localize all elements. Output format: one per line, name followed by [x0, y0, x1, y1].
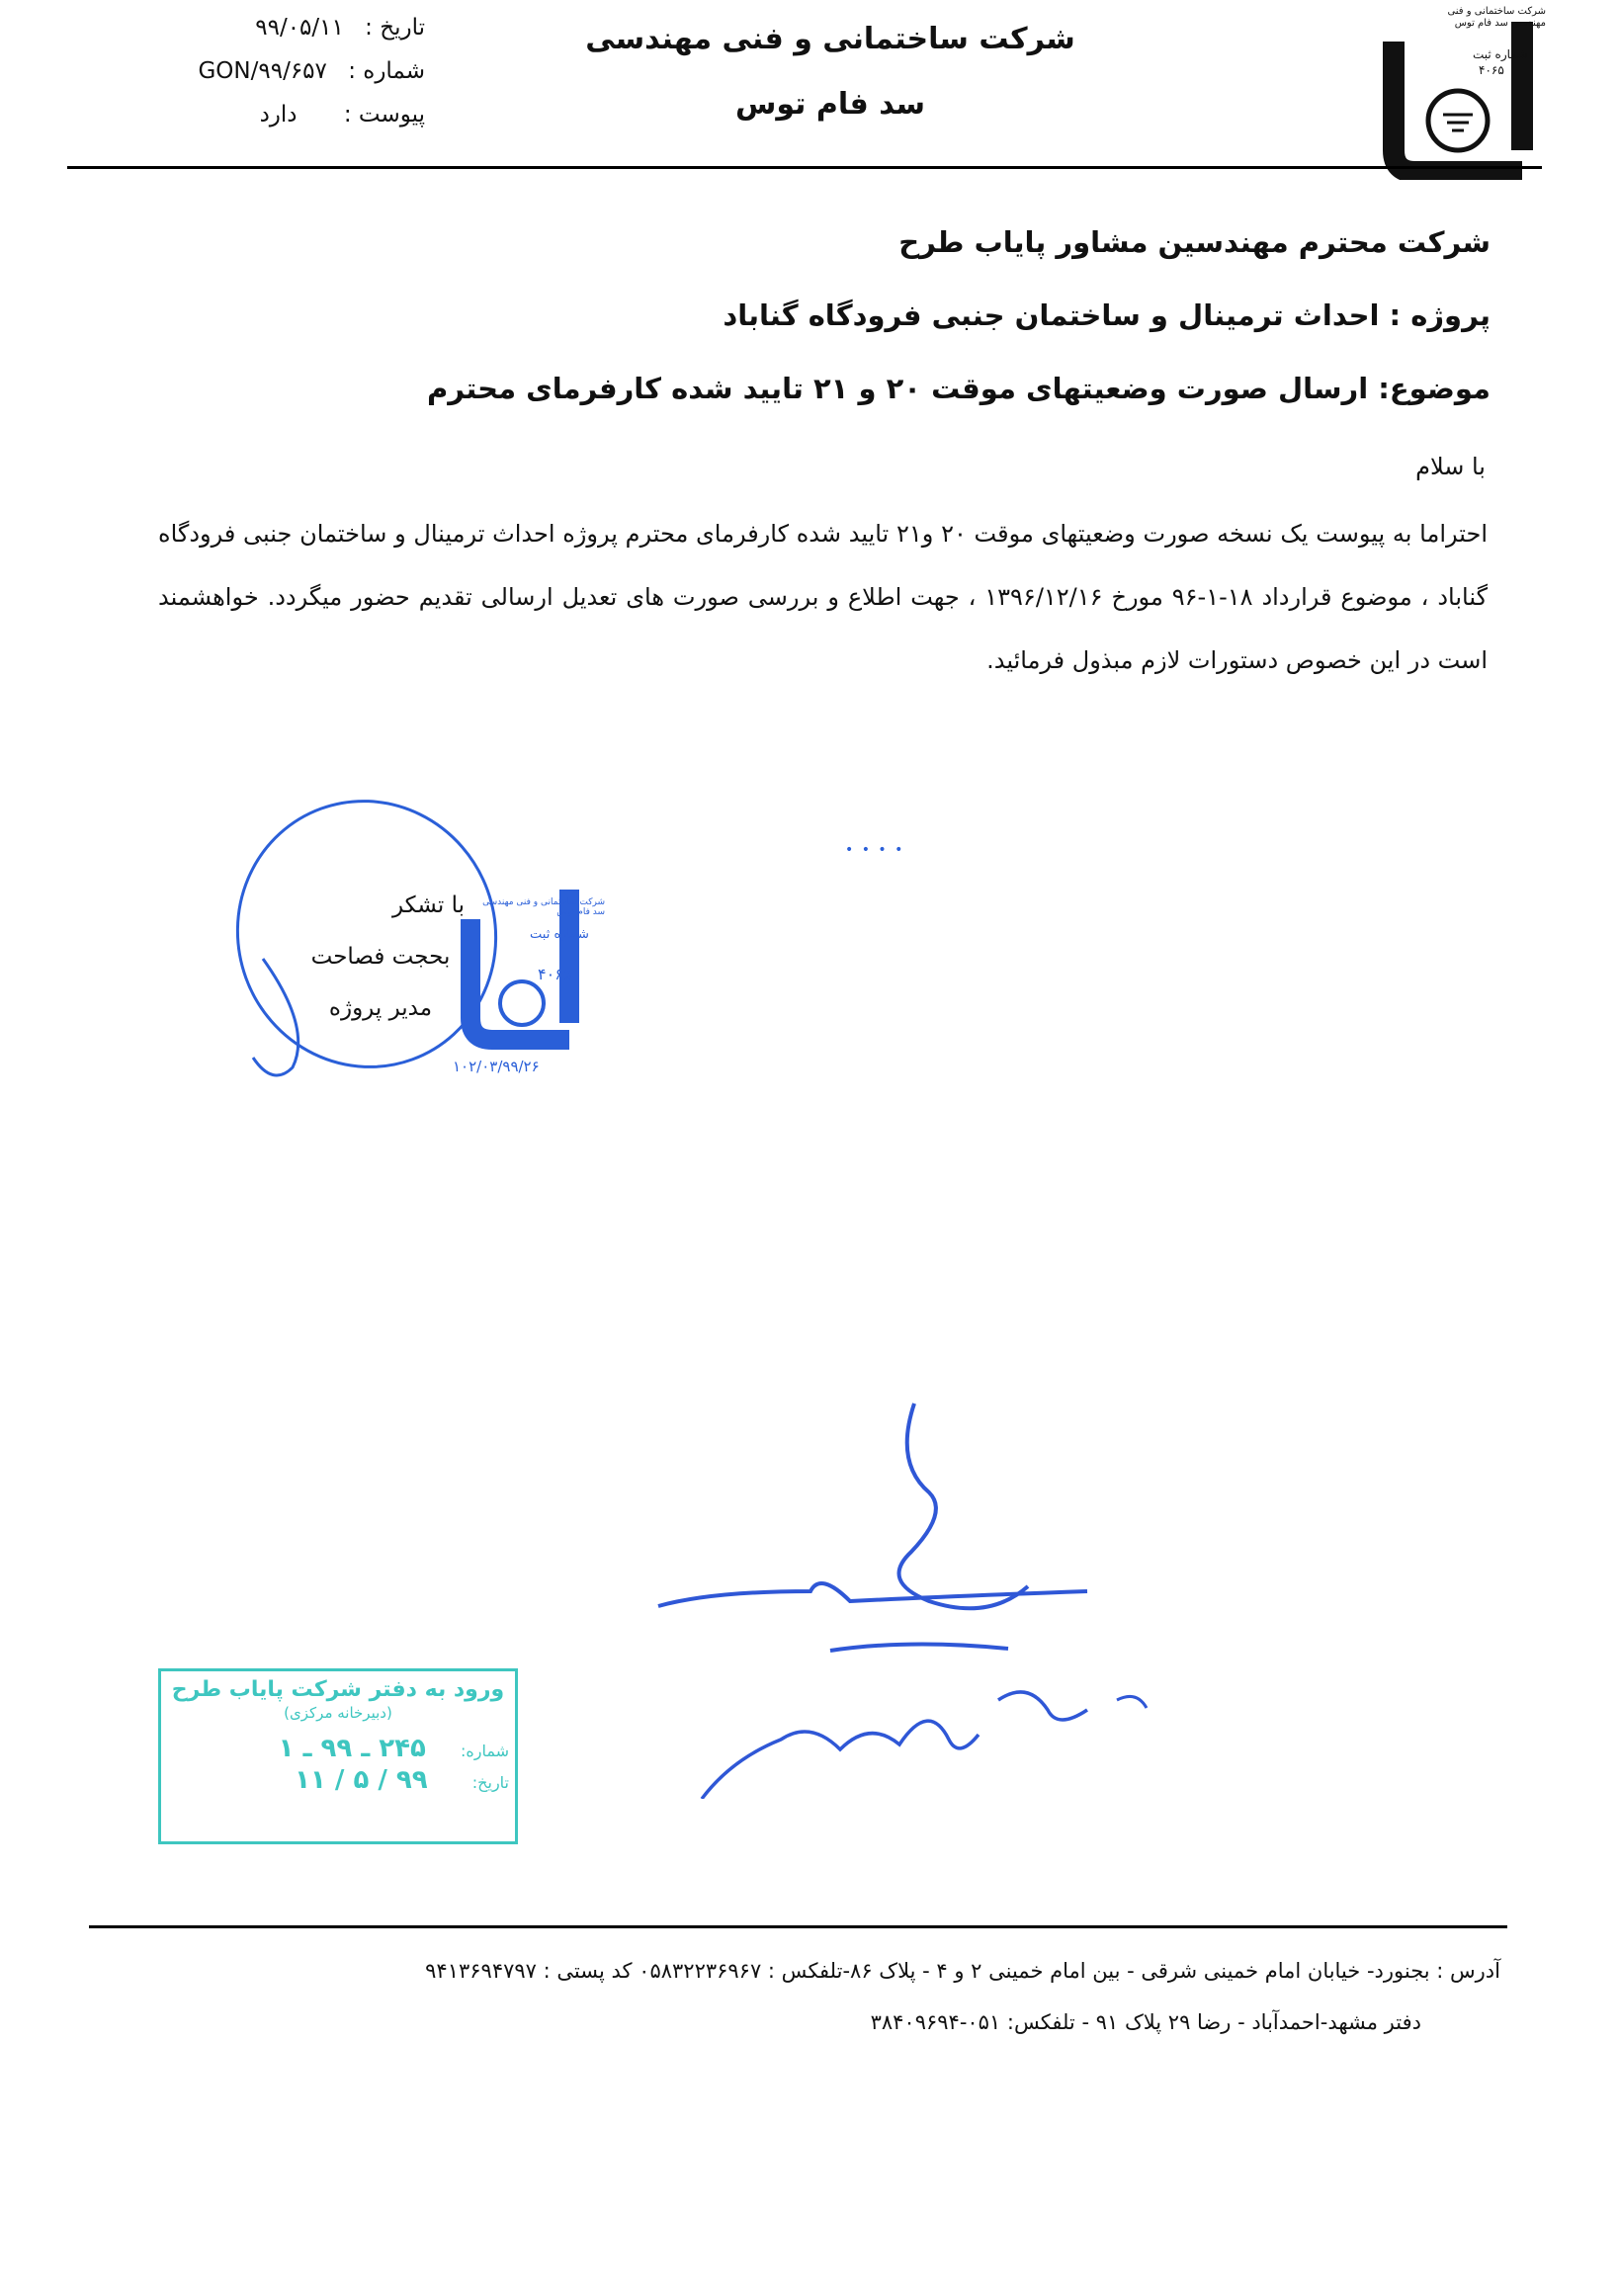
- stamp-reg-number: ۴۰۶۵: [538, 965, 572, 983]
- receipt-number-row: [161, 1734, 515, 1763]
- stamp-reg-label: شماره ثبت: [530, 927, 589, 942]
- company-name: [554, 18, 1107, 130]
- closing-role: مدیر پروژه: [328, 995, 433, 1021]
- receipt-stamp-title: ورود به دفتر شرکت پایاب طرح: [171, 1677, 505, 1702]
- closing-thanks: با تشکر: [391, 893, 465, 918]
- handwritten-signature: [652, 1384, 1206, 1799]
- receipt-stamp: [158, 1668, 518, 1844]
- date-value: ۹۹/۰۵/۱۱: [255, 15, 344, 41]
- ink-dots: • • • •: [845, 842, 905, 858]
- header-divider: [67, 166, 1542, 169]
- receipt-number-label: شماره:: [460, 1742, 509, 1760]
- footer-divider: [89, 1925, 1507, 1928]
- attachment-value: دارد: [259, 102, 298, 128]
- attachment-row: [148, 93, 425, 136]
- attachment-label: پیوست :: [343, 102, 425, 128]
- date-row: [148, 6, 425, 49]
- footer-address: آدرس : بجنورد- خیابان امام خمینی شرقی - بین امام خمینی ۲ و ۴ - پلاک ۸۶-تلفکس : ۰۵۸۳۲۲۳۶۹۶۷ کد پستی : ۹۴۱۳۶۹۴۷۹۷: [425, 1959, 1500, 1983]
- receipt-date-row: [161, 1765, 515, 1795]
- signature-drawing: [652, 1384, 1206, 1799]
- number-label: شماره :: [348, 58, 425, 84]
- receipt-date-value: ۹۹ / ۵ / ۱۱: [295, 1765, 428, 1795]
- receipt-stamp-subtitle: (دبیرخانه مرکزی): [284, 1704, 392, 1722]
- number-value: GON/۹۹/۶۵۷: [198, 58, 327, 84]
- logo-reg-label: شماره ثبت: [1473, 47, 1528, 61]
- greeting: با سلام: [1415, 453, 1486, 480]
- date-label: تاریخ :: [365, 15, 425, 41]
- company-logo: [1374, 2, 1546, 180]
- letter-body: احتراما به پیوست یک نسخه صورت وضعیتهای موقت ۲۰ و۲۱ تایید شده کارفرمای محترم پروژه احداث ترمینال و ساختمان جنبی فرودگاه گناباد ، موضوع قرارداد ۱۸-۱-۹۶ مورخ ۱۳۹۶/۱۲/۱۶ ، جهت اطلاع و بررسی صورت های تعدیل ارسالی تقدیم حضور میگردد. خواهشمند است در این خصوص دستورات لازم مبذول فرمائید.: [158, 520, 1489, 674]
- project-line: پروژه : احداث ترمینال و ساختمان جنبی فرودگاه گناباد: [723, 298, 1491, 332]
- company-name-line1: شرکت ساختمانی و فنی مهندسی: [585, 22, 1075, 56]
- closing-name: بحجت فصاحت: [310, 944, 451, 970]
- logo-small-text: شرکت ساختمانی و فنی مهندسی سد فام توس: [1447, 6, 1546, 29]
- subject-line: موضوع: ارسال صورت وضعیتهای موقت ۲۰ و ۲۱ تایید شده کارفرمای محترم: [427, 372, 1491, 405]
- number-row: [148, 49, 425, 93]
- receipt-number-value: ۲۴۵ ـ ۹۹ ـ ۱: [278, 1734, 426, 1763]
- closing-block: [297, 880, 465, 1034]
- stamp-date-line: ۱۰۲/۰۳/۹۹/۲۶: [453, 1058, 540, 1075]
- logo-reg-number: ۴۰۶۵: [1479, 63, 1504, 77]
- stamp-ring-text: شرکت ساختمانی و فنی مهندسی سد فام توس: [482, 897, 605, 917]
- recipient-line: شرکت محترم مهندسین مشاور پایاب طرح: [898, 225, 1491, 259]
- letter-meta: [148, 6, 425, 136]
- company-name-line2: سد فام توس: [734, 87, 926, 122]
- footer-mashhad-office: دفتر مشهد-احمدآباد - رضا ۲۹ پلاک ۹۱ - تلفکس: ۰۵۱-۳۸۴۰۹۶۹۴: [870, 2010, 1421, 2034]
- receipt-date-label: تاریخ:: [471, 1773, 509, 1792]
